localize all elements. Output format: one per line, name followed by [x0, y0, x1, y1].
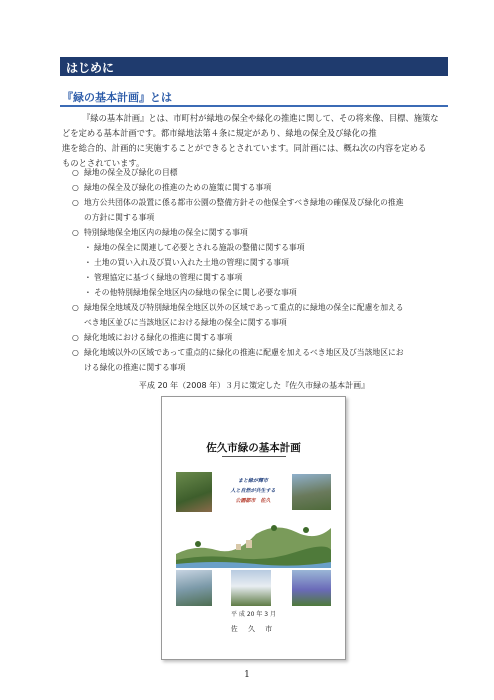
intro-line: ものとされています。 [62, 158, 145, 168]
intro-paragraph [62, 111, 450, 171]
content-list [72, 165, 452, 375]
cover-publisher: 佐 久 市 [230, 625, 277, 633]
cover-date: 平 成 20 年 3 月 [231, 611, 276, 618]
park-photo [176, 472, 212, 512]
sub-item-text: その他特別緑地保全地区内の緑地の保全に関し必要な事項 [94, 288, 297, 297]
list-item-text: 緑地の保全及び緑化の推進のための施策に関する事項 [84, 183, 272, 192]
list-item-text: ける緑化の推進に関する事項 [84, 363, 186, 372]
list-item [72, 180, 452, 195]
list-item-text: 緑化地域における緑化の推進に関する事項 [84, 333, 233, 342]
circle-bullet: ○ [72, 303, 79, 312]
dot-bullet: ・ [84, 288, 92, 297]
list-item-text: 緑地の保全及び緑化の目標 [84, 168, 178, 177]
list-item [72, 300, 452, 330]
circle-bullet: ○ [72, 228, 79, 237]
dot-bullet: ・ [84, 273, 92, 282]
section-title: はじめに [66, 61, 115, 75]
circle-bullet: ○ [72, 183, 79, 192]
list-item-text: 地方公共団体の設置に係る都市公園の整備方針その他保全すべき緑地の確保及び緑化の推進 [84, 198, 404, 207]
section-header [60, 57, 448, 76]
list-item-text: 緑地保全地域及び特別緑地保全地区以外の区域であって重点的に緑地の保全に配慮を加える [84, 303, 404, 312]
river-photo [176, 570, 212, 606]
intro-line: 進を総合的、計画的に実施することができるとされています。同計画には、概ね次の内容を定める [62, 143, 427, 153]
flower-field-photo [292, 570, 331, 606]
sub-list-item [72, 240, 452, 255]
list-item-text: の方針に関する事項 [84, 213, 155, 222]
landscape-diagram [176, 514, 331, 568]
sub-list-item [72, 270, 452, 285]
circle-bullet: ○ [72, 198, 79, 207]
list-item [72, 345, 452, 375]
sub-item-text: 土地の買い入れ及び買い入れた土地の管理に関する事項 [94, 258, 289, 267]
subsection-title: 『緑の基本計画』とは [62, 91, 172, 104]
sub-item-text: 管理協定に基づく緑地の管理に関する事項 [94, 273, 243, 282]
list-item [72, 165, 452, 180]
sub-item-text: 緑地の保全に関連して必要とされる施設の整備に関する事項 [94, 243, 305, 252]
circle-bullet: ○ [72, 333, 79, 342]
circle-bullet: ○ [72, 168, 79, 177]
list-item [72, 225, 452, 240]
town-photo [231, 570, 271, 606]
list-item [72, 195, 452, 225]
page-number: 1 [244, 670, 250, 680]
cover-slogan: まと緑が輝市 人と自然が共生する 公園都市 佐久 [230, 478, 276, 504]
sub-list-item [72, 255, 452, 270]
list-item-text: べき地区並びに当該地区における緑地の保全に関する事項 [84, 318, 287, 327]
cover-divider [222, 456, 286, 457]
cover-title: 佐久市緑の基本計画 [206, 442, 301, 454]
plan-cover-image [161, 396, 346, 660]
figure-caption: 平成 20 年（2008 年）３月に策定した『佐久市緑の基本計画』 [138, 381, 370, 390]
cover-illustration [176, 472, 331, 607]
subsection-header [60, 89, 448, 107]
sub-list-item [72, 285, 452, 300]
list-item [72, 330, 452, 345]
list-item-text: 特別緑地保全地区内の緑地の保全に関する事項 [84, 228, 248, 237]
list-item-text: 緑化地域以外の区域であって重点的に緑化の推進に配慮を加えるべき地区及び当該地区にお [84, 348, 404, 357]
dot-bullet: ・ [84, 243, 92, 252]
intro-line: どを定める基本計画です。都市緑地法第４条に規定があり、緑地の保全及び緑化の推 [62, 128, 377, 138]
forest-photo [292, 474, 331, 510]
intro-line: 『緑の基本計画』とは、市町村が緑地の保全や緑化の推進に関して、その将来像、目標、施策な [82, 113, 439, 123]
dot-bullet: ・ [84, 258, 92, 267]
circle-bullet: ○ [72, 348, 79, 357]
